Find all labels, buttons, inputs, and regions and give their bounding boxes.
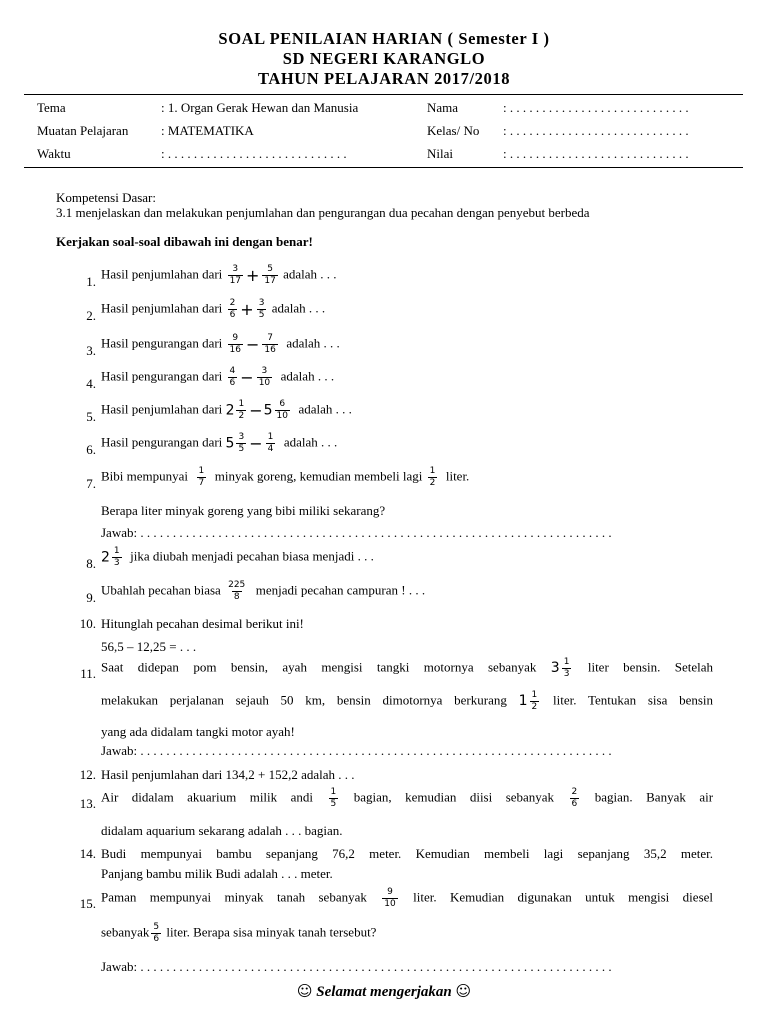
footer-text: Selamat mengerjakan [316, 984, 452, 1000]
q2-fraction-b: $\frac{3}{5}$ [258, 298, 265, 320]
q4-text: Hasil pengurangan dari $\frac{4}{6}$ − $\frac{3}{10}$ adalah . . . [101, 366, 335, 388]
tema-value: : 1. Organ Gerak Hewan dan Manusia [161, 100, 359, 115]
q12-text: Hasil penjumlahan dari 134,2 + 152,2 adalah . . . [101, 767, 355, 782]
q13-fraction-a: $\frac{1}{5}$ [330, 787, 337, 809]
info-top-line [24, 94, 743, 95]
q1-text: Hasil penjumlahan dari $\frac{3}{17}$ + $\frac{5}{17}$ adalah . . . [101, 264, 337, 286]
footer-greeting [0, 982, 768, 1001]
q1-fraction-a: $\frac{3}{17}$ [229, 264, 242, 286]
q15-answer-line[interactable]: Jawab: . . . . . . . . . . . . . . . . . . . . . . . . . . . . . . . . . . . . . . . . . . . . . . . . . . . . . . . . . . . . . . . . . . . . . . . . . [101, 959, 612, 974]
instruction: Kerjakan soal-soal dibawah ini dengan benar! [56, 234, 313, 249]
title-line-1: SOAL PENILAIAN HARIAN ( Semester I ) [218, 29, 550, 48]
q3-text: Hasil pengurangan dari $\frac{9}{16}$ − $\frac{7}{16}$ adalah . . . [101, 333, 340, 355]
kelas-field[interactable]: : . . . . . . . . . . . . . . . . . . . . . . . . . . . . [503, 123, 689, 138]
muatan-value: : MATEMATIKA [161, 123, 254, 138]
q6-text: Hasil pengurangan dari 5 $\frac{3}{5}$ − $\frac{1}{4}$ adalah . . . [101, 432, 338, 454]
q4-fraction-b: $\frac{3}{10}$ [258, 366, 271, 388]
q9-fraction-a: $\frac{225}{8}$ [228, 580, 246, 602]
q8-number: 8. [86, 556, 96, 571]
nilai-field[interactable]: : . . . . . . . . . . . . . . . . . . . . . . . . . . . . [503, 146, 689, 161]
q4-fraction-a: $\frac{4}{6}$ [229, 366, 236, 388]
kompetensi-text: 3.1 menjelaskan dan melakukan penjumlahan dan pengurangan dua pecahan dengan penyebut berbeda [56, 205, 590, 220]
q7-number: 7. [86, 476, 96, 491]
q1-fraction-b: $\frac{5}{17}$ [264, 264, 276, 286]
title-line-2: SD NEGERI KARANGLO [282, 49, 486, 68]
nilai-label: Nilai [427, 146, 453, 161]
q15-number: 15. [79, 896, 96, 911]
q10-number: 10. [79, 616, 96, 631]
q8-text: 2 $\frac{1}{3}$ jika diubah menjadi pecahan biasa menjadi . . . [101, 546, 374, 568]
q3-fraction-b: $\frac{7}{16}$ [264, 333, 276, 355]
q10-line-2: 56,5 – 12,25 = . . . [101, 639, 197, 654]
q7-line-2: Berapa liter minyak goreng yang bibi miliki sekarang? [101, 503, 386, 518]
q7-answer-line[interactable]: Jawab: . . . . . . . . . . . . . . . . . . . . . . . . . . . . . . . . . . . . . . . . . . . . . . . . . . . . . . . . . . . . . . . . . . . . . . . . . [101, 525, 612, 540]
q2-number: 2. [86, 308, 96, 323]
q6-fraction-b: $\frac{1}{4}$ [267, 432, 274, 454]
q5-fraction-b: $\frac{6}{10}$ [276, 399, 288, 421]
q10-line-1: Hitunglah pecahan desimal berikut ini! [101, 616, 304, 631]
q13-line-1: Air didalam akuarium milik andi $\frac{1}{5}$ bagian, kemudian diisi sebanyak $\frac{2}{6}$ bagian. Banyak air [101, 787, 714, 809]
q13-line-2: didalam aquarium sekarang adalah . . . bagian. [101, 823, 343, 838]
q15-fraction-b: $\frac{5}{6}$ [153, 922, 160, 944]
q15-line-1: Paman mempunyai minyak tanah sebanyak $\frac{9}{10}$ liter. Kemudian digunakan untuk mengisi diesel [101, 887, 714, 909]
muatan-label: Muatan Pelajaran [37, 123, 129, 138]
q14-line-1: Budi mempunyai bambu sepanjang 76,2 meter. Kemudian membeli lagi sepanjang 35,2 meter. [101, 846, 713, 861]
q11-line-1: Saat didepan pom bensin, ayah mengisi tangki motornya sebanyak 3 $\frac{1}{3}$ liter bensin. Setelah [101, 657, 714, 679]
q4-number: 4. [86, 376, 96, 391]
q3-fraction-a: $\frac{9}{16}$ [229, 333, 241, 355]
nama-label: Nama [427, 100, 459, 115]
title-line-3: TAHUN PELAJARAN 2017/2018 [257, 69, 511, 88]
q7-fraction-b: $\frac{1}{2}$ [429, 466, 436, 488]
q11-line-2: melakukan perjalanan sejauh 50 km, bensin dimotornya berkurang 1 $\frac{1}{2}$ liter. Tentukan sisa bensin [101, 690, 714, 712]
q7-text: Bibi mempunyai $\frac{1}{7}$ minyak goreng, kemudian membeli lagi $\frac{1}{2}$ liter. [101, 466, 470, 488]
q12-number: 12. [79, 767, 96, 782]
waktu-field[interactable]: : . . . . . . . . . . . . . . . . . . . . . . . . . . . . [161, 146, 347, 161]
kompetensi-label: Kompetensi Dasar: [56, 190, 157, 205]
tema-label: Tema [37, 100, 66, 115]
q5-text: Hasil penjumlahan dari 2 $\frac{1}{2}$ −5 $\frac{6}{10}$ adalah . . . [101, 399, 352, 421]
q11-answer-line[interactable]: Jawab: . . . . . . . . . . . . . . . . . . . . . . . . . . . . . . . . . . . . . . . . . . . . . . . . . . . . . . . . . . . . . . . . . . . . . . . . . [101, 743, 612, 758]
q13-number: 13. [79, 796, 96, 811]
q8-fraction-a: $\frac{1}{3}$ [113, 546, 120, 568]
nama-field[interactable]: : . . . . . . . . . . . . . . . . . . . . . . . . . . . . [503, 100, 689, 115]
q7-fraction-a: $\frac{1}{7}$ [198, 466, 205, 488]
q13-fraction-b: $\frac{2}{6}$ [571, 787, 578, 809]
q6-number: 6. [86, 442, 96, 457]
q3-number: 3. [86, 343, 96, 358]
q15-fraction-a: $\frac{9}{10}$ [384, 887, 396, 909]
q1-number: 1. [86, 274, 96, 289]
q9-number: 9. [86, 590, 96, 605]
smiley-right-icon: ☺ [455, 982, 472, 1000]
kelas-label: Kelas/ No [427, 123, 480, 138]
q15-line-2: sebanyak $\frac{5}{6}$ liter. Berapa sisa minyak tanah tersebut? [101, 922, 377, 944]
waktu-label: Waktu [37, 146, 71, 161]
q14-number: 14. [79, 846, 96, 861]
q11-fraction-a: $\frac{1}{3}$ [563, 657, 570, 679]
q11-number: 11. [80, 666, 96, 681]
q11-line-3: yang ada didalam tangki motor ayah! [101, 724, 295, 739]
info-bottom-line [24, 167, 743, 168]
q11-fraction-b: $\frac{1}{2}$ [531, 690, 538, 712]
q2-fraction-a: $\frac{2}{6}$ [229, 298, 236, 320]
q5-fraction-a: $\frac{1}{2}$ [238, 399, 245, 421]
q14-line-2: Panjang bambu milik Budi adalah . . . meter. [101, 866, 333, 881]
q9-text: Ubahlah pecahan biasa $\frac{225}{8}$ menjadi pecahan campuran ! . . . [101, 580, 426, 602]
q6-fraction-a: $\frac{3}{5}$ [238, 432, 245, 454]
smiley-left-icon: ☺ [296, 982, 313, 1000]
q2-text: Hasil penjumlahan dari $\frac{2}{6}$ + $\frac{3}{5}$ adalah . . . [101, 298, 326, 320]
q5-number: 5. [86, 409, 96, 424]
